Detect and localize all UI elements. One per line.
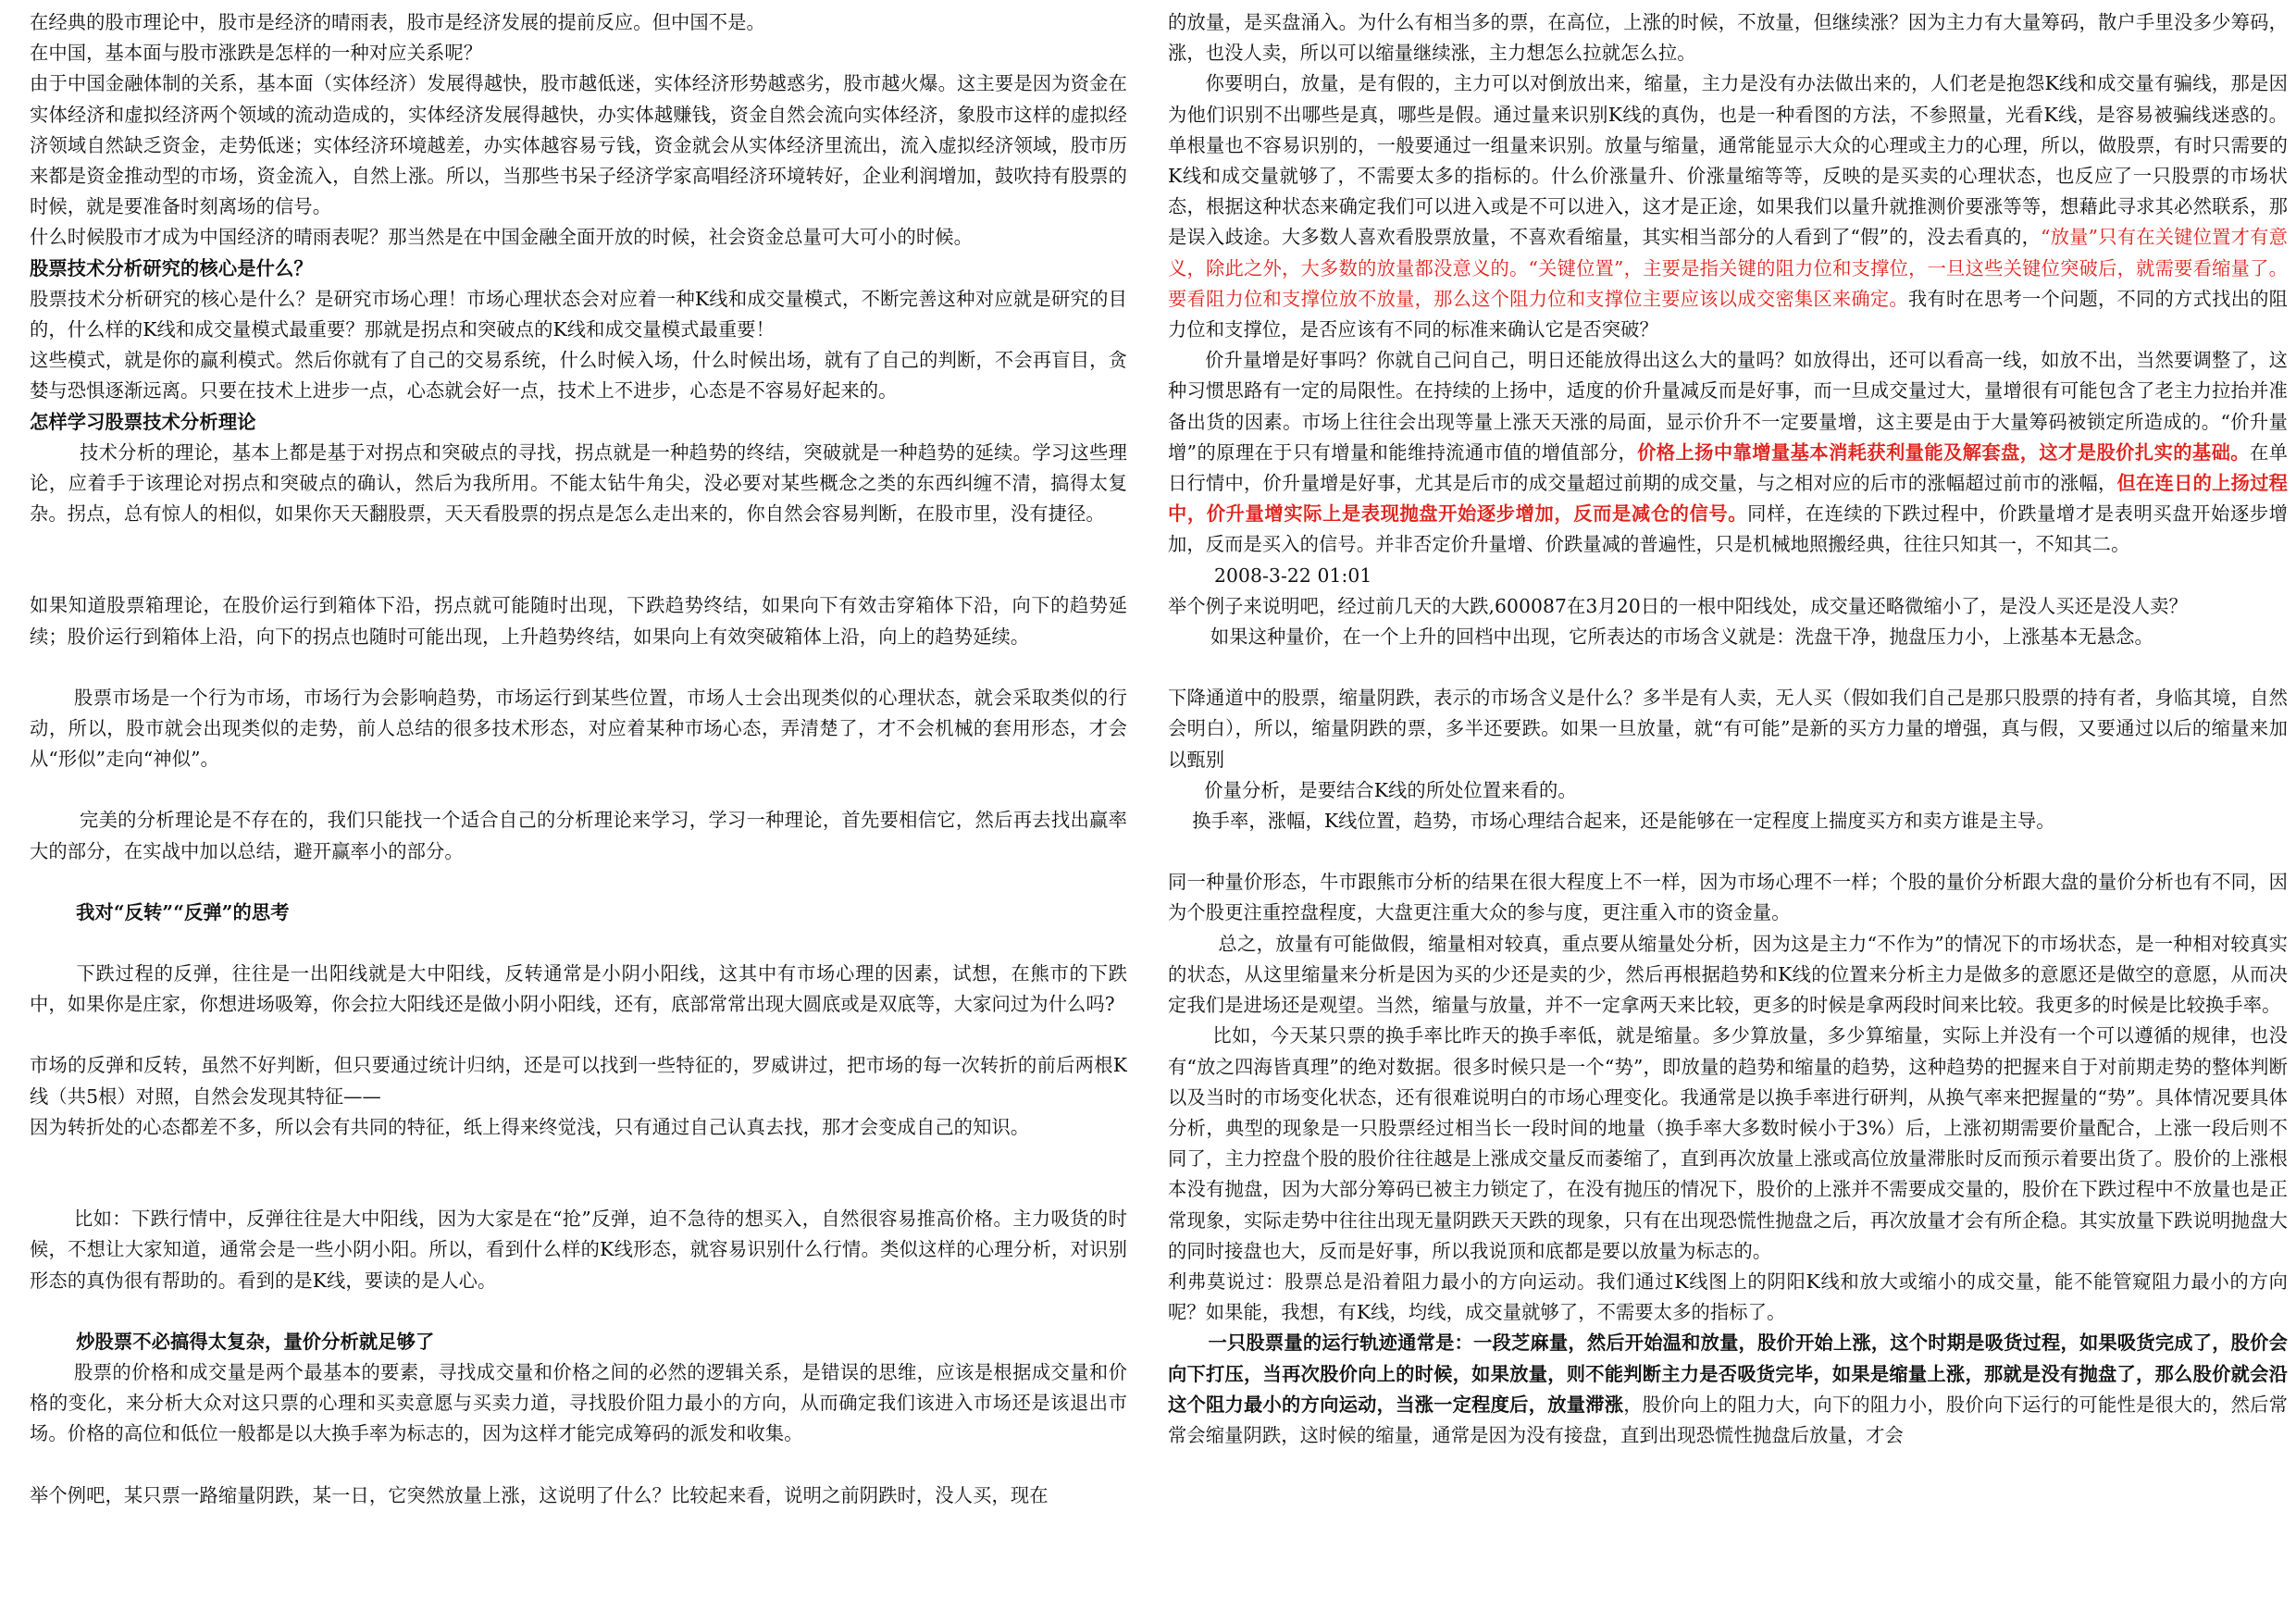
section-heading: 炒股票不必搞得太复杂，量价分析就足够了	[30, 1330, 435, 1353]
paragraph: 下降通道中的股票，缩量阴跌，表示的市场含义是什么？多半是有人卖，无人买（假如我们自己是那只股票的持有者，身临其境，自然会明白），所以，缩量阴跌的票，多半还要跌。如果一旦放量，就“有可能”是新的买方力量的增强，真与假，又要通过以后的缩量来加以甄别	[1168, 687, 2288, 771]
text-run: 价升量增是好事吗？你就自己问自己，明日还能放得出这么大的量吗？如放得出，还可以看高一线，如放不出，当然要调整了，这种习惯思路有一定的局限性。在持续的上扬中，适度的价升量减反而是好事，而一旦成交量过大，量增很有可能包含了老主力拉抬并准备出货的因素。市场上往往会出现等量上涨天天涨的局面，显示价升不一定要量增，这主要是由于大量筹码被锁定所造成的。“价升量增”的原理在于只有增量和能维持流通市值的增值部分，	[1168, 349, 2288, 464]
paragraph: 什么时候股市才成为中国经济的晴雨表呢？那当然是在中国金融全面开放的时候，社会资金总量可大可小的时候。	[30, 226, 974, 249]
paragraph: 如果这种量价，在一个上升的回档中出现，它所表达的市场含义就是：洗盘干净，抛盘压力小，上涨基本无悬念。	[1168, 626, 2153, 649]
timestamp: 2008-3-22 01:01	[1214, 564, 1372, 587]
paragraph: 这些模式，就是你的赢利模式。然后你就有了自己的交易系统，什么时候入场，什么时候出场，就有了自己的判断，不会再盲目，贪婪与恐惧逐渐远离。只要在技术上进步一点，心态就会好一点，技术上不进步，心态是不容易好起来的。	[30, 349, 1127, 403]
highlighted-text: 价格上扬中靠增量基本消耗获利量能及解套盘，这才是股价扎实的基础。	[1637, 440, 2250, 464]
paragraph: 下跌过程的反弹，往往是一出阳线就是大中阳线，反转通常是小阴小阳线，这其中有市场心理的因素，试想，在熊市的下跌中，如果你是庄家，你想进场吸筹，你会拉大阳线还是做小阴小阳线，还有，底部常常出现大圆底或是双底等，大家问过为什么吗?	[30, 962, 1127, 1016]
paragraph: 股票的价格和成交量是两个最基本的要素，寻找成交量和价格之间的必然的逻辑关系，是错误的思维，应该是根据成交量和价格的变化，来分析大众对这只票的心理和买卖意愿与买卖力道，寻找股价阻力最小的方向，从而确定我们该进入市场还是该退出市场。价格的高位和低位一般都是以大换手率为标志的，因为这样才能完成筹码的派发和收集。	[30, 1360, 1127, 1445]
section-heading: 股票技术分析研究的核心是什么？	[30, 256, 313, 279]
paragraph: 由于中国金融体制的关系，基本面（实体经济）发展得越快，股市越低迷，实体经济形势越惑劣，股市越火爆。这主要是因为资金在实体经济和虚拟经济两个领域的流动造成的，实体经济发展得越快，办实体越赚钱，资金自然会流向实体经济，象股市这样的虚拟经济领域自然缺乏资金，走势低迷；实体经济环境越差，办实体越容易亏钱，资金就会从实体经济里流出，流入虚拟经济领域，股市历来都是资金推动型的市场，资金流入，自然上涨。所以，当那些书呆子经济学家高唱经济环境转好，企业利润增加，鼓吹持有股票的时候，就是要准备时刻离场的信号。	[30, 72, 1127, 218]
paragraph: 在中国，基本面与股市涨跌是怎样的一种对应关系呢？	[30, 42, 483, 65]
highlighted-text: “放量”只有在关键位置才有意义，除此之外，大多数的放量都没意义的。“关键位置”，主要是指关键的阻力位和支撑位，一旦这些关键位突破后，就需要看缩量了。要看阻力位和支撑位放不放量，那么这个阻力位和支撑位主要应该以成交密集区来确定。	[1168, 226, 2288, 310]
paragraph: 如果知道股票箱理论，在股价运行到箱体下沿，拐点就可能随时出现，下跌趋势终结，如果向下有效击穿箱体下沿，向下的趋势延续；股价运行到箱体上沿，向下的拐点也随时可能出现，上升趋势终结，如果向上有效突破箱体上沿，向上的趋势延续。	[30, 594, 1127, 648]
paragraph: 总之，放量有可能做假，缩量相对较真，重点要从缩量处分析，因为这是主力“不作为”的情况下的市场状态，是一种相对较真实的状态，从这里缩量来分析是因为买的少还是卖的少，然后再根据趋势和K线的位置来分析主力是做多的意愿还是做空的意愿，从而决定我们是进场还是观望。当然，缩量与放量，并不一定拿两天来比较，更多的时候是拿两段时间来比较。我更多的时候是比较换手率。	[1168, 932, 2288, 1017]
bold-text: 一只股票量的运行轨迹通常是：一段芝麻量，然后开始温和放量，股价开始上涨，这个时期是吸货过程，如果吸货完成了，股价会向下打压，当再次股价向上的时候，如果放量，则不能判断主力是否吸货完毕，如果是缩量上涨，那就是没有抛盘了，那么股价就会沿这个阻力最小的方向运动，当涨一定程度后，放量滞涨	[1168, 1332, 2288, 1416]
paragraph: 换手率，涨幅，K线位置，趋势，市场心理结合起来，还是能够在一定程度上揣度买方和卖方谁是主导。	[1168, 810, 2055, 833]
paragraph	[1168, 1328, 2288, 1451]
paragraph: 股票市场是一个行为市场，市场行为会影响趋势，市场运行到某些位置，市场人士会出现类似的心理状态，就会采取类似的行动，所以，股市就会出现类似的走势，前人总结的很多技术形态，对应着某种市场心态，弄清楚了，才不会机械的套用形态，才会从“形似”走向“神似”。	[30, 686, 1127, 771]
left-column	[30, 7, 1127, 1617]
section-heading: 怎样学习股票技术分析理论	[30, 410, 256, 433]
text-run: ，股价向上的阻力大，向下的阻力小，股价向下运行的可能性是很大的，然后常常会缩量阴跌，这时候的缩量，通常是因为没有接盘，直到出现恐慌性抛盘后放量，才会	[1168, 1393, 2288, 1446]
paragraph: 利弗莫说过：股票总是沿着阻力最小的方向运动。我们通过K线图上的阴阳K线和放大或缩小的成交量，能不能管窥阻力最小的方向呢？如果能，我想，有K线，均线，成交量就够了，不需要太多的指标了。	[1168, 1270, 2288, 1324]
right-column	[1168, 7, 2288, 1617]
paragraph: 在经典的股市理论中，股市是经济的晴雨表，股市是经济发展的提前反应。但中国不是。	[30, 11, 765, 33]
paragraph	[1168, 345, 2288, 560]
text-run: 在单日行情中，价升量增是好事，尤其是后市的成交量超过前期的成交量，与之相对应的后市的涨幅超过前市的涨幅，	[1168, 440, 2288, 495]
paragraph: 举个例吧，某只票一路缩量阴跌，某一日，它突然放量上涨，这说明了什么？比较起来看，说明之前阴跌时，没人买，现在	[30, 1483, 1049, 1506]
paragraph: 因为转折处的心态都差不多，所以会有共同的特征，纸上得来终觉浅，只有通过自己认真去找，那才会变成自己的知识。	[30, 1115, 1030, 1138]
paragraph: 技术分析的理论，基本上都是基于对拐点和突破点的寻找，拐点就是一种趋势的终结，突破就是一种趋势的延续。学习这些理论，应着手于该理论对拐点和突破点的确认，然后为我所用。不能太钻牛角尖，没必要对某些概念之类的东西纠缠不清，搞得太复杂。拐点，总有惊人的相似，如果你天天翻股票，天天看股票的拐点是怎么走出来的，你自然会容易判断，在股市里，没有捷径。	[30, 440, 1127, 526]
paragraph	[1168, 68, 2288, 345]
paragraph: 比如：下跌行情中，反弹往往是大中阳线，因为大家是在“抢”反弹，迫不急待的想买入，自然很容易推高价格。主力吸货的时候，不想让大家知道，通常会是一些小阴小阳。所以，看到什么样的K线形态，就容易识别什么行情。类似这样的心理分析，对识别形态的真伪很有帮助的。看到的是K线，要读的是人心。	[30, 1208, 1127, 1292]
paragraph: 举个例子来说明吧，经过前几天的大跌,600087在3月20日的一根中阳线处，成交量还略微缩小了，是没人买还是没人卖？	[1168, 594, 2188, 617]
text-run: 同样，在连续的下跌过程中，价跌量增才是表明买盘开始逐步增加，反而是买入的信号。并非否定价升量增、价跌量减的普遍性，只是机械地照搬经典，往往只知其一，不知其二。	[1168, 502, 2288, 556]
paragraph: 完美的分析理论是不存在的，我们只能找一个适合自己的分析理论来学习，学习一种理论，首先要相信它，然后再去找出赢率大的部分，在实战中加以总结，避开赢率小的部分。	[30, 809, 1127, 862]
paragraph: 的放量，是买盘涌入。为什么有相当多的票，在高位，上涨的时候，不放量，但继续涨？因为主力有大量筹码，散户手里没多少筹码，涨，也没人卖，所以可以缩量继续涨，主力想怎么拉就怎么拉。	[1168, 11, 2288, 65]
highlighted-text: 但在连日的上扬过程中，价升量增实际上是表现抛盘开始逐步增加，反而是减仓的信号。	[1168, 472, 2288, 526]
paragraph: 市场的反弹和反转，虽然不好判断，但只要通过统计归纳，还是可以找到一些特征的，罗威讲过，把市场的每一次转折的前后两根K线（共5根）对照，自然会发现其特征——	[30, 1054, 1127, 1108]
paragraph: 同一种量价形态，牛市跟熊市分析的结果在很大程度上不一样，因为市场心理不一样；个股的量价分析跟大盘的量价分析也有不同，因为个股更注重控盘程度，大盘更注重大众的参与度，更注重入市的资金量。	[1168, 871, 2288, 924]
paragraph: 比如，今天某只票的换手率比昨天的换手率低，就是缩量。多少算放量，多少算缩量，实际上并没有一个可以遵循的规律，也没有“放之四海皆真理”的绝对数据。很多时候只是一个“势”，即放量的趋势和缩量的趋势，这种趋势的把握来自于对前期走势的整体判断以及当时的市场变化状态，还有很难说明白的市场心理变化。我通常是以换手率进行研判，从换气率来把握量的“势”。具体情况要具体分析，典型的现象是一只股票经过相当长一段时间的地量（换手率大多数时候小于3%）后，上涨初期需要价量配合，上涨一段后则不同了，主力控盘个股的股价往往越是上涨成交量反而萎缩了，直到再次放量上涨或高位放量滞胀时反而预示着要出货了。股价的上涨根本没有抛盘，因为大部分筹码已被主力锁定了，在没有抛压的情况下，股价的上涨并不需要成交量的，股价在下跌过程中不放量也是正常现象，实际走势中往往出现无量阴跌天天跌的现象，只有在出现恐慌性抛盘之后，再次放量才会有所企稳。其实放量下跌说明抛盘大的同时接盘也大，反而是好事，所以我说顶和底都是要以放量为标志的。	[1168, 1024, 2288, 1262]
text-run: 我有时在思考一个问题，不同的方式找出的阻力位和支撑位，是否应该有不同的标准来确认它是否突破？	[1168, 287, 2288, 341]
section-heading: 我对“反转”“反弹”的思考	[30, 900, 290, 923]
text-run: 你要明白，放量，是有假的，主力可以对倒放出来，缩量，主力是没有办法做出来的，人们老是抱怨K线和成交量有骗线，那是因为他们识别不出哪些是真，哪些是假。通过量来识别K线的真伪，也是一种看图的方法，不参照量，光看K线，是容易被骗线迷惑的。单根量也不容易识别的，一般要通过一组量来识别。放量与缩量，通常能显示大众的心理或主力的心理，所以，做股票，有时只需要的K线和成交量就够了，不需要太多的指标的。什么价涨量升、价涨量缩等等，反映的是买卖的心理状态，也反应了一只股票的市场状态，根据这种状态来确定我们可以进入或是不可以进入，这才是正途，如果我们以量升就推测价要涨等等，想藉此寻求其必然联系，那是误入歧途。大多数人喜欢看股票放量，不喜欢看缩量，其实相当部分的人看到了“假”的，没去看真的，	[1168, 72, 2288, 249]
paragraph: 价量分析，是要结合K线的所处位置来看的。	[1168, 778, 1577, 801]
paragraph: 股票技术分析研究的核心是什么？是研究市场心理！市场心理状态会对应着一种K线和成交量模式，不断完善这种对应就是研究的目的，什么样的K线和成交量模式最重要？那就是拐点和突破点的K线和成交量模式最重要！	[30, 287, 1127, 341]
